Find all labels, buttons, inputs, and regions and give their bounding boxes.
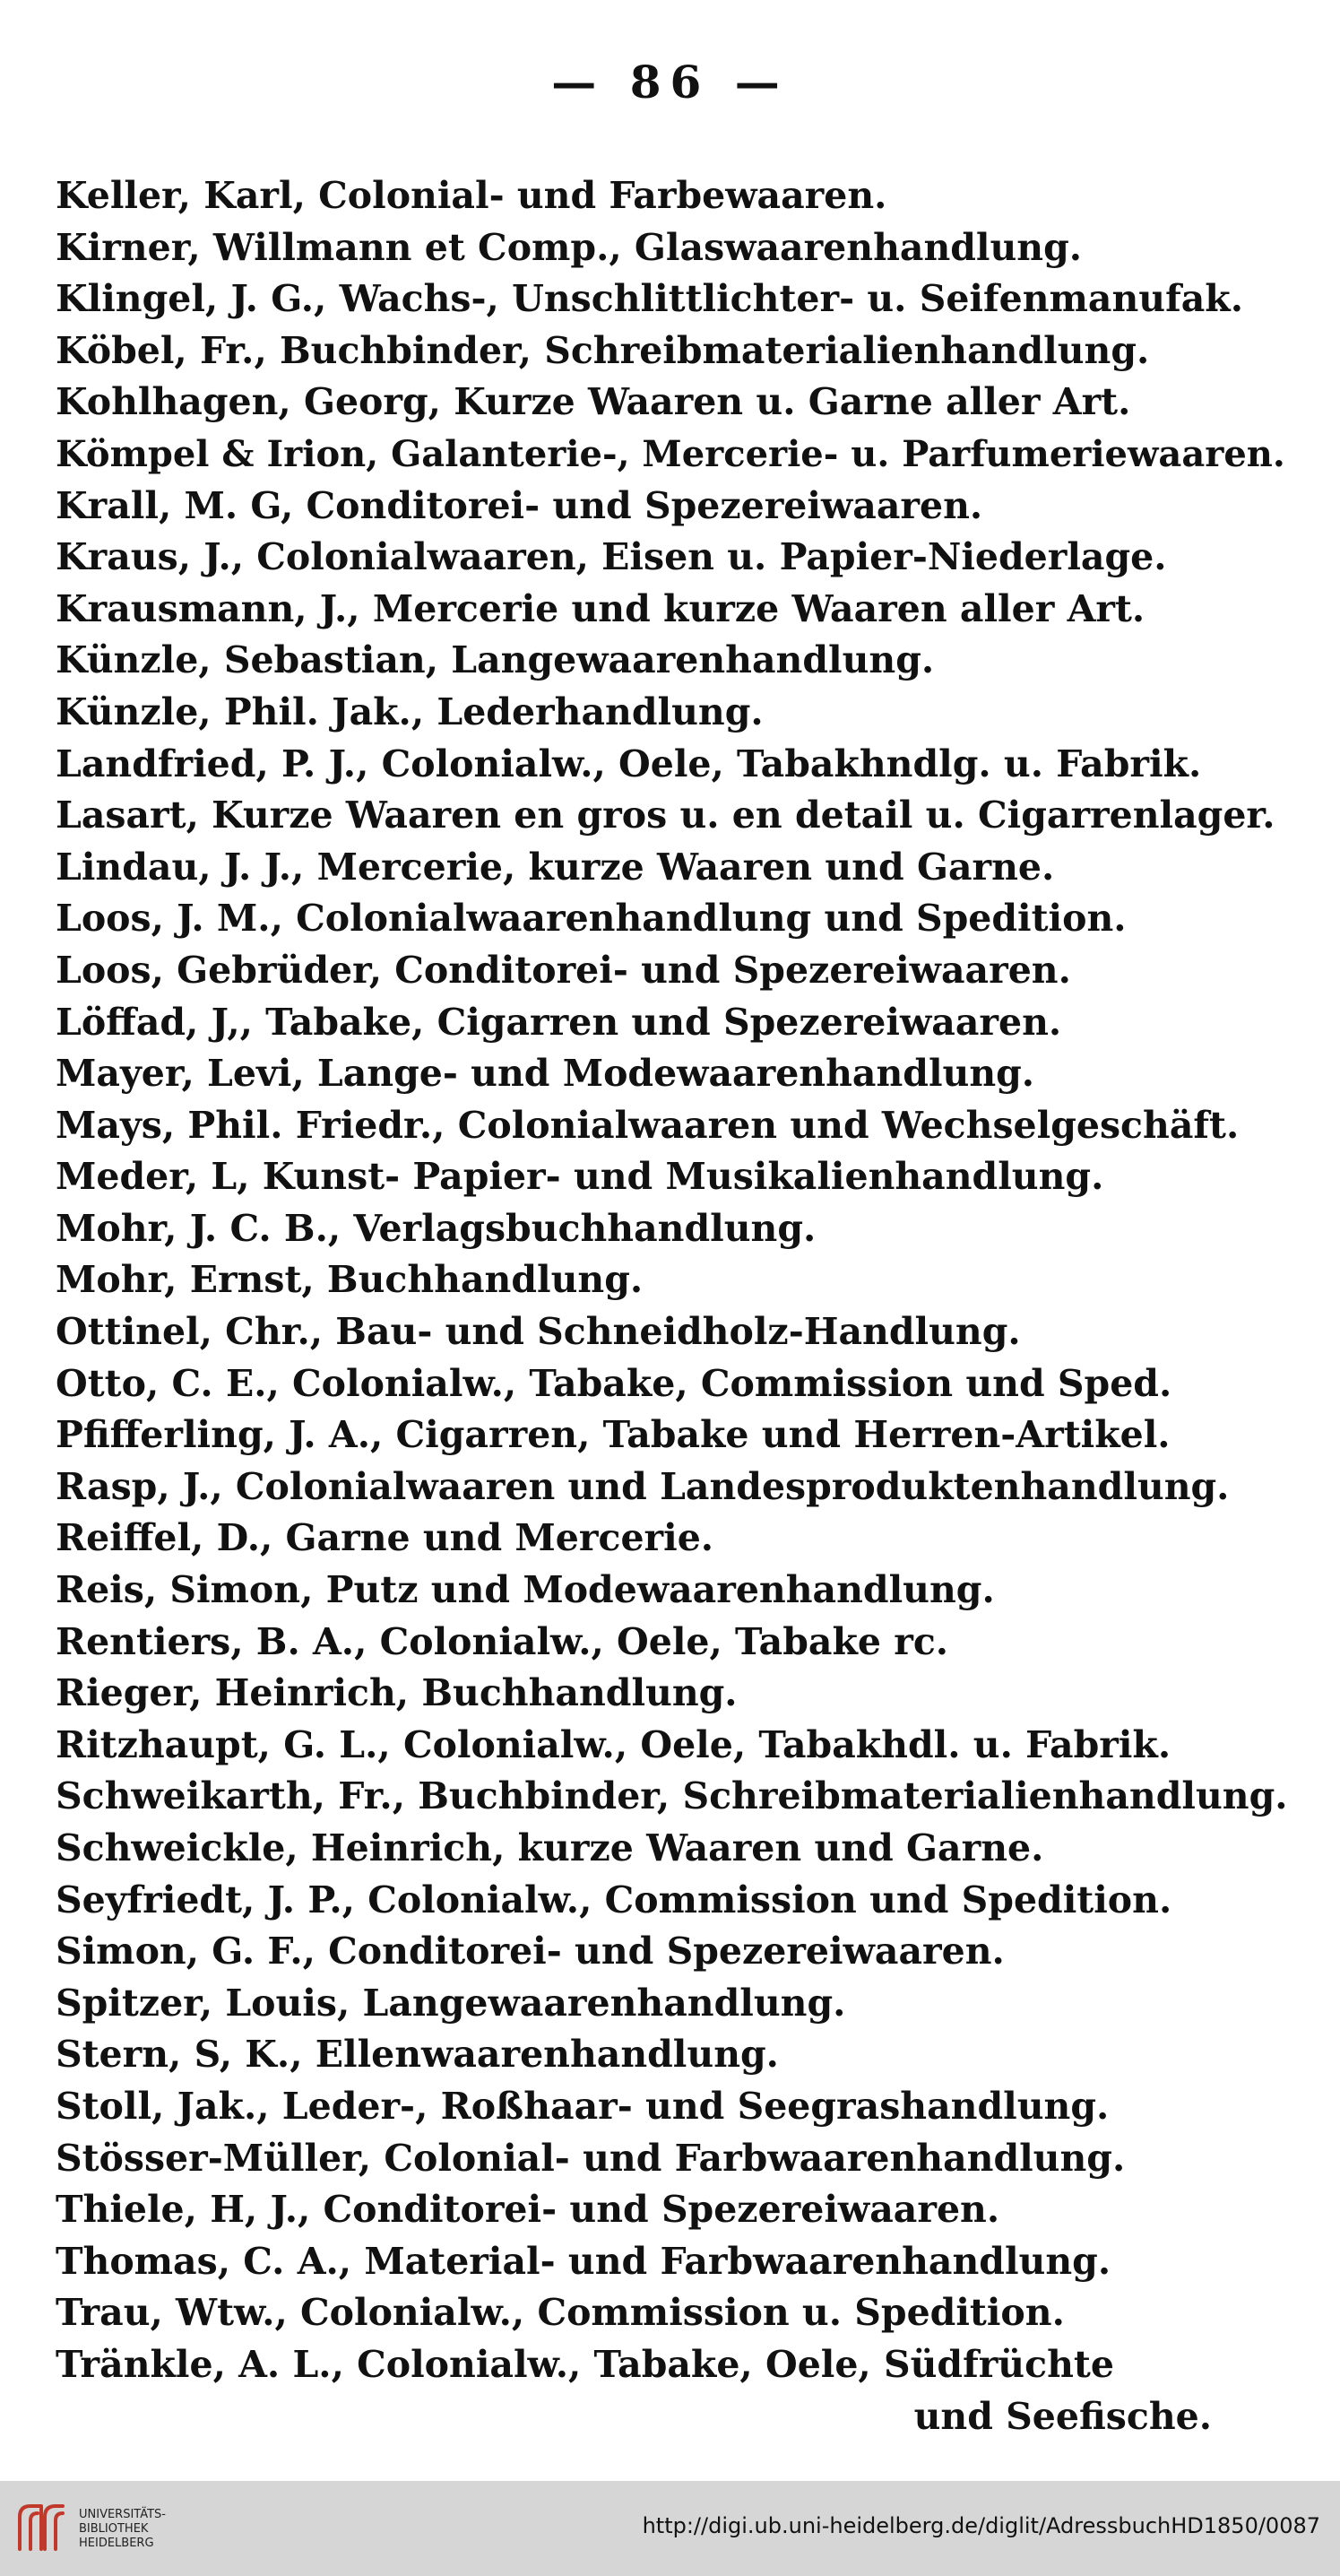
directory-entry: Mohr, Ernst, Buchhandlung. xyxy=(56,1258,644,1302)
directory-entry: Trau, Wtw., Colonialw., Commission u. Spedition. xyxy=(56,2291,1065,2335)
directory-entry: Schweickle, Heinrich, kurze Waaren und Garne. xyxy=(56,1826,1044,1869)
directory-entry: Meder, L, Kunst- Papier- und Musikalienhandlung. xyxy=(56,1155,1104,1199)
directory-entry: Lasart, Kurze Waaren en gros u. en detail u. Cigarrenlager. xyxy=(56,794,1275,837)
directory-entry: Stern, S, K., Ellenwaarenhandlung. xyxy=(56,2033,779,2077)
page-number: — 86 — xyxy=(551,56,789,108)
directory-entry: Mohr, J. C. B., Verlagsbuchhandlung. xyxy=(56,1206,817,1250)
directory-entry: Simon, G. F., Conditorei- und Spezereiwaaren. xyxy=(56,1930,1005,1973)
directory-entry-continuation: und Seefische. xyxy=(913,2394,1212,2438)
university-library-logo-icon[interactable] xyxy=(14,2501,68,2554)
directory-entry: Seyfriedt, J. P., Colonialw., Commission und Spedition. xyxy=(56,1878,1172,1921)
directory-entry: Köbel, Fr., Buchbinder, Schreibmaterialienhandlung. xyxy=(56,328,1150,372)
directory-entry: Spitzer, Louis, Langewaarenhandlung. xyxy=(56,1981,846,2025)
directory-entry: Krausmann, J., Mercerie und kurze Waaren aller Art. xyxy=(56,586,1145,630)
directory-entry: Thomas, C. A., Material- und Farbwaarenhandlung. xyxy=(56,2239,1111,2283)
directory-entry: Loos, Gebrüder, Conditorei- und Spezereiwaaren. xyxy=(56,948,1071,992)
directory-entry: Reis, Simon, Putz und Modewaarenhandlung. xyxy=(56,1568,995,1612)
directory-entry: Rasp, J., Colonialwaaren und Landesproduktenhandlung. xyxy=(56,1464,1230,1508)
library-name-line: HEIDELBERG xyxy=(79,2537,154,2550)
directory-entry: Stoll, Jak., Leder-, Roßhaar- und Seegrashandlung. xyxy=(56,2084,1110,2128)
source-url-link[interactable]: http://digi.ub.uni-heidelberg.de/diglit/AdressbuchHD1850/0087 xyxy=(642,2513,1320,2538)
directory-entry: Mayer, Levi, Lange- und Modewaarenhandlung. xyxy=(56,1052,1035,1096)
directory-entry: Pfifferling, J. A., Cigarren, Tabake und Herren-Artikel. xyxy=(56,1413,1171,1457)
directory-entry: Ottinel, Chr., Bau- und Schneidholz-Handlung. xyxy=(56,1310,1021,1354)
directory-entry: Schweikarth, Fr., Buchbinder, Schreibmaterialienhandlung. xyxy=(56,1774,1288,1818)
directory-entry: Kraus, J., Colonialwaaren, Eisen u. Papier-Niederlage. xyxy=(56,535,1167,579)
library-name-line: BIBLIOTHEK xyxy=(79,2522,149,2536)
footer-bar xyxy=(0,2481,1340,2576)
library-name-line: UNIVERSITÄTS- xyxy=(79,2508,166,2521)
directory-entry: Loos, J. M., Colonialwaarenhandlung und Spedition. xyxy=(56,897,1127,941)
directory-entry: Kirner, Willmann et Comp., Glaswaarenhandlung. xyxy=(56,225,1083,269)
directory-entry: Lindau, J. J., Mercerie, kurze Waaren und Garne. xyxy=(56,845,1055,889)
directory-entry: Mays, Phil. Friedr., Colonialwaaren und Wechselgeschäft. xyxy=(56,1103,1240,1147)
directory-entry: Reiffel, D., Garne und Mercerie. xyxy=(56,1516,714,1560)
directory-entry: Kohlhagen, Georg, Kurze Waaren u. Garne aller Art. xyxy=(56,380,1131,424)
directory-entry: Keller, Karl, Colonial- und Farbewaaren. xyxy=(56,174,887,217)
directory-entry: Thiele, H, J., Conditorei- und Spezereiwaaren. xyxy=(56,2188,1000,2232)
directory-entry: Krall, M. G, Conditorei- und Spezereiwaaren. xyxy=(56,483,983,527)
directory-entry: Kömpel & Irion, Galanterie-, Mercerie- u. Parfumeriewaaren. xyxy=(56,432,1285,475)
directory-entry: Tränkle, A. L., Colonialw., Tabake, Oele, Südfrüchte xyxy=(56,2342,1114,2386)
directory-entry: Landfried, P. J., Colonialw., Oele, Tabakhndlg. u. Fabrik. xyxy=(56,742,1202,785)
directory-entry: Otto, C. E., Colonialw., Tabake, Commission und Sped. xyxy=(56,1361,1172,1405)
directory-entry: Klingel, J. G., Wachs-, Unschlittlichter- u. Seifenmanufak. xyxy=(56,277,1243,321)
directory-entry: Rentiers, B. A., Colonialw., Oele, Tabake rc. xyxy=(56,1619,949,1663)
directory-entry: Ritzhaupt, G. L., Colonialw., Oele, Tabakhdl. u. Fabrik. xyxy=(56,1722,1171,1766)
directory-entry: Künzle, Phil. Jak., Lederhandlung. xyxy=(56,690,764,733)
directory-entry: Stösser-Müller, Colonial- und Farbwaarenhandlung. xyxy=(56,2136,1126,2180)
directory-entry: Künzle, Sebastian, Langewaarenhandlung. xyxy=(56,638,935,682)
library-name xyxy=(79,2508,166,2551)
directory-list xyxy=(56,170,1301,2442)
directory-entry: Löffad, J,, Tabake, Cigarren und Spezereiwaaren. xyxy=(56,1000,1062,1044)
directory-entry: Rieger, Heinrich, Buchhandlung. xyxy=(56,1671,738,1715)
